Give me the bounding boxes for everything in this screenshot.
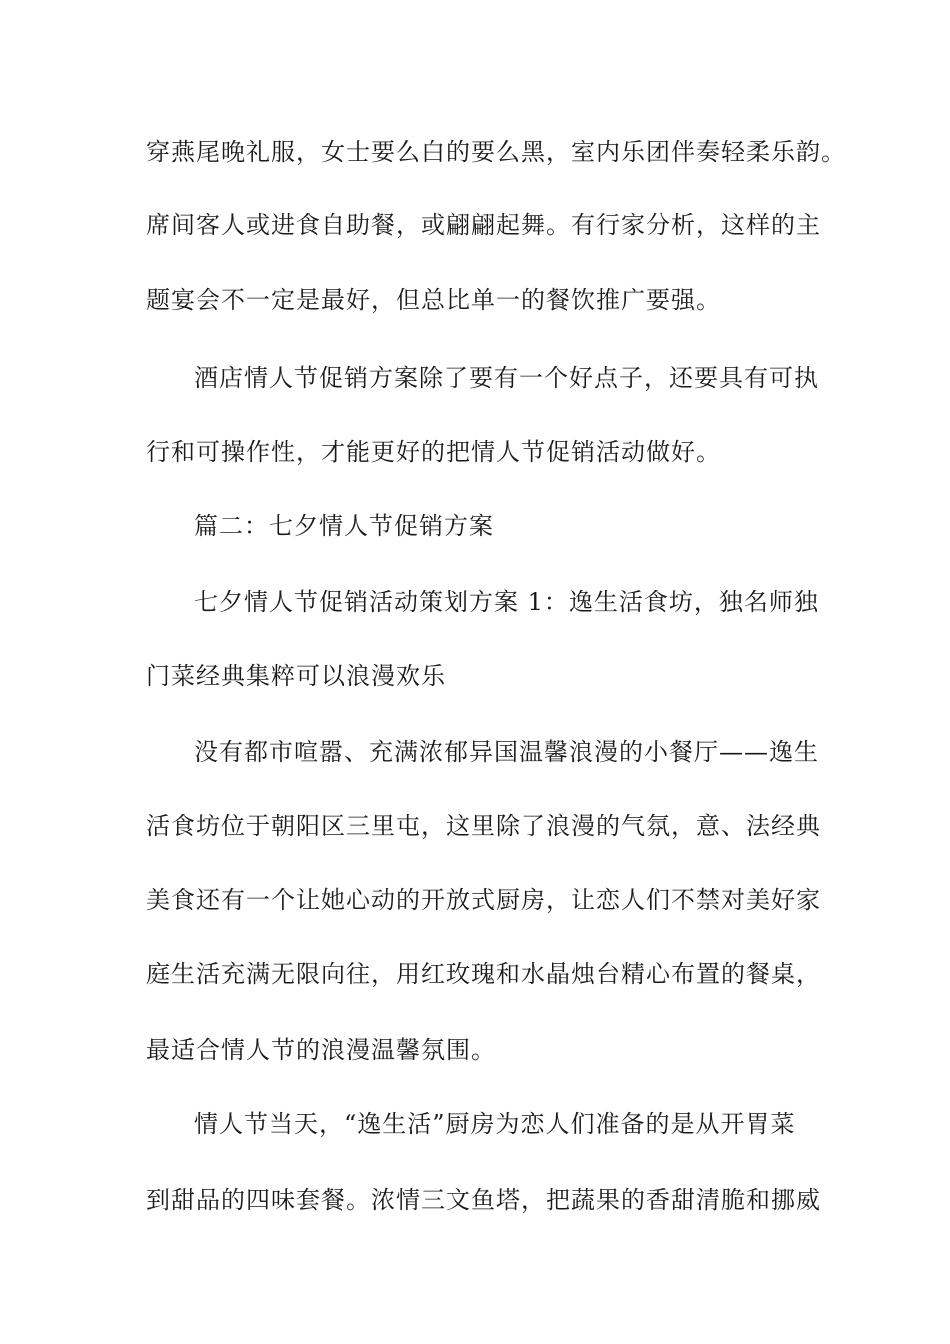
text-line: 题宴会不一定是最好，但总比单一的餐饮推广要强。 xyxy=(146,286,721,314)
text-line: 七夕情人节促销活动策划方案 1：逸生活食坊，独名师独 xyxy=(194,588,819,616)
text-line: 穿燕尾晚礼服，女士要么白的要么黑，室内乐团伴奏轻柔乐韵。 xyxy=(146,138,846,166)
text-line: 情人节当天，“逸生活”厨房为恋人们准备的是从开胃菜 xyxy=(194,1110,796,1138)
text-line: 最适合情人节的浪漫温馨氛围。 xyxy=(146,1036,496,1064)
text-line: 到甜品的四味套餐。浓情三文鱼塔，把蔬果的香甜清脆和挪威 xyxy=(146,1186,821,1214)
section-heading: 篇二：七夕情人节促销方案 xyxy=(194,512,494,540)
text-line: 酒店情人节促销方案除了要有一个好点子，还要具有可执 xyxy=(194,364,819,392)
text-line: 席间客人或进食自助餐，或翩翩起舞。有行家分析，这样的主 xyxy=(146,211,821,239)
text-line: 没有都市喧嚣、充满浓郁异国温馨浪漫的小餐厅——逸生 xyxy=(194,738,819,766)
text-line: 门菜经典集粹可以浪漫欢乐 xyxy=(146,662,446,690)
text-line: 美食还有一个让她心动的开放式厨房，让恋人们不禁对美好家 xyxy=(146,886,821,914)
text-line: 活食坊位于朝阳区三里屯，这里除了浪漫的气氛，意、法经典 xyxy=(146,812,821,840)
text-line: 庭生活充满无限向往，用红玫瑰和水晶烛台精心布置的餐桌， xyxy=(146,960,821,988)
text-line: 行和可操作性，才能更好的把情人节促销活动做好。 xyxy=(146,438,721,466)
